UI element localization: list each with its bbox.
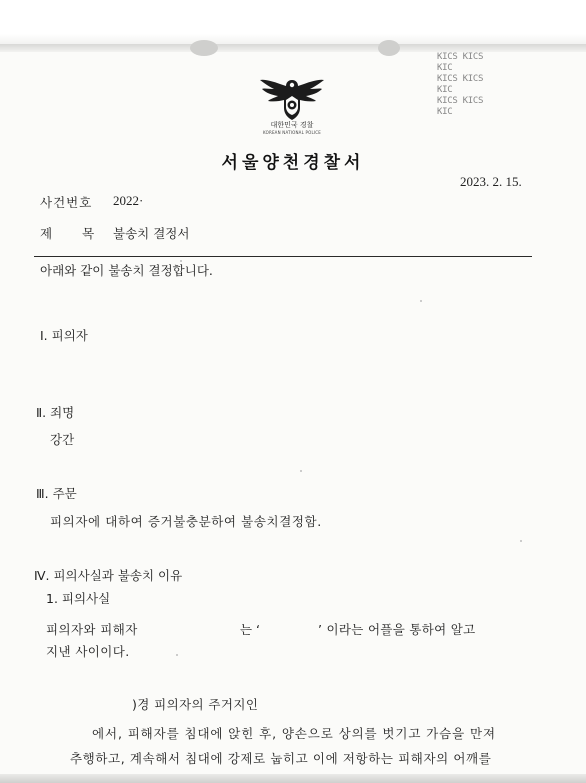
scan-top-margin xyxy=(0,0,586,48)
scan-speck xyxy=(520,540,522,542)
watermark-line: KICS KICS KIC xyxy=(437,96,503,118)
scan-speck xyxy=(176,654,178,656)
section-facts-heading: Ⅳ. 피의사실과 불송치 이유 xyxy=(34,568,183,583)
scan-top-edge xyxy=(0,44,586,52)
section-suspect-heading: Ⅰ. 피의자 xyxy=(40,328,88,343)
body-line-fragment: ’ 이라는 어플을 통하여 알고 xyxy=(318,622,476,637)
kics-watermark xyxy=(437,52,503,118)
emblem-subtitle: KOREAN NATIONAL POLICE xyxy=(263,130,321,135)
body-line: 에서, 피해자를 침대에 앉힌 후, 양손으로 상의를 벗기고 가슴을 만져 xyxy=(92,726,496,741)
scan-speck xyxy=(420,300,422,302)
section-order-body: 피의자에 대하여 증거불충분하여 불송치결정함. xyxy=(50,514,322,529)
document-date: 2023. 2. 15. xyxy=(460,174,522,189)
subject-label-char: 목 xyxy=(82,226,95,241)
paper-fold-mark xyxy=(378,40,400,56)
office-title: 서울양천경찰서 xyxy=(221,153,365,173)
watermark-line: KICS KICS KIC xyxy=(437,74,503,96)
subject-label xyxy=(40,224,94,242)
body-line: 추행하고, 계속해서 침대에 강제로 눕히고 이에 저항하는 피해자의 어깨를 xyxy=(70,751,492,766)
watermark-line: KICS KICS KIC xyxy=(437,52,503,74)
body-line-fragment: 는 ‘ xyxy=(240,622,261,637)
paper-fold-mark xyxy=(190,40,218,56)
body-line: 피의자와 피해자 xyxy=(46,622,138,637)
scan-bottom-edge xyxy=(0,774,586,783)
section-charge-body: 강간 xyxy=(50,432,75,447)
case-number-value: 2022· xyxy=(113,193,144,208)
case-number-label: 사건번호 xyxy=(40,195,93,210)
intro-text: 아래와 같이 불송치 결정합니다. xyxy=(40,263,213,278)
section-facts-subheading: 1. 피의사실 xyxy=(46,591,111,606)
section-order-heading: Ⅲ. 주문 xyxy=(36,486,77,501)
subject-value: 불송치 결정서 xyxy=(113,226,190,241)
emblem-name: 대한민국 경찰 xyxy=(270,121,314,129)
police-eagle-emblem-icon xyxy=(258,74,326,124)
scan-speck xyxy=(300,470,302,472)
subject-label-char: 제 xyxy=(40,226,53,241)
body-line: 지낸 사이이다. xyxy=(46,644,130,659)
scan-speck xyxy=(180,260,182,262)
section-charge-heading: Ⅱ. 죄명 xyxy=(36,405,75,420)
body-line: )경 피의자의 주거지인 xyxy=(132,697,259,712)
header-divider xyxy=(34,256,532,257)
